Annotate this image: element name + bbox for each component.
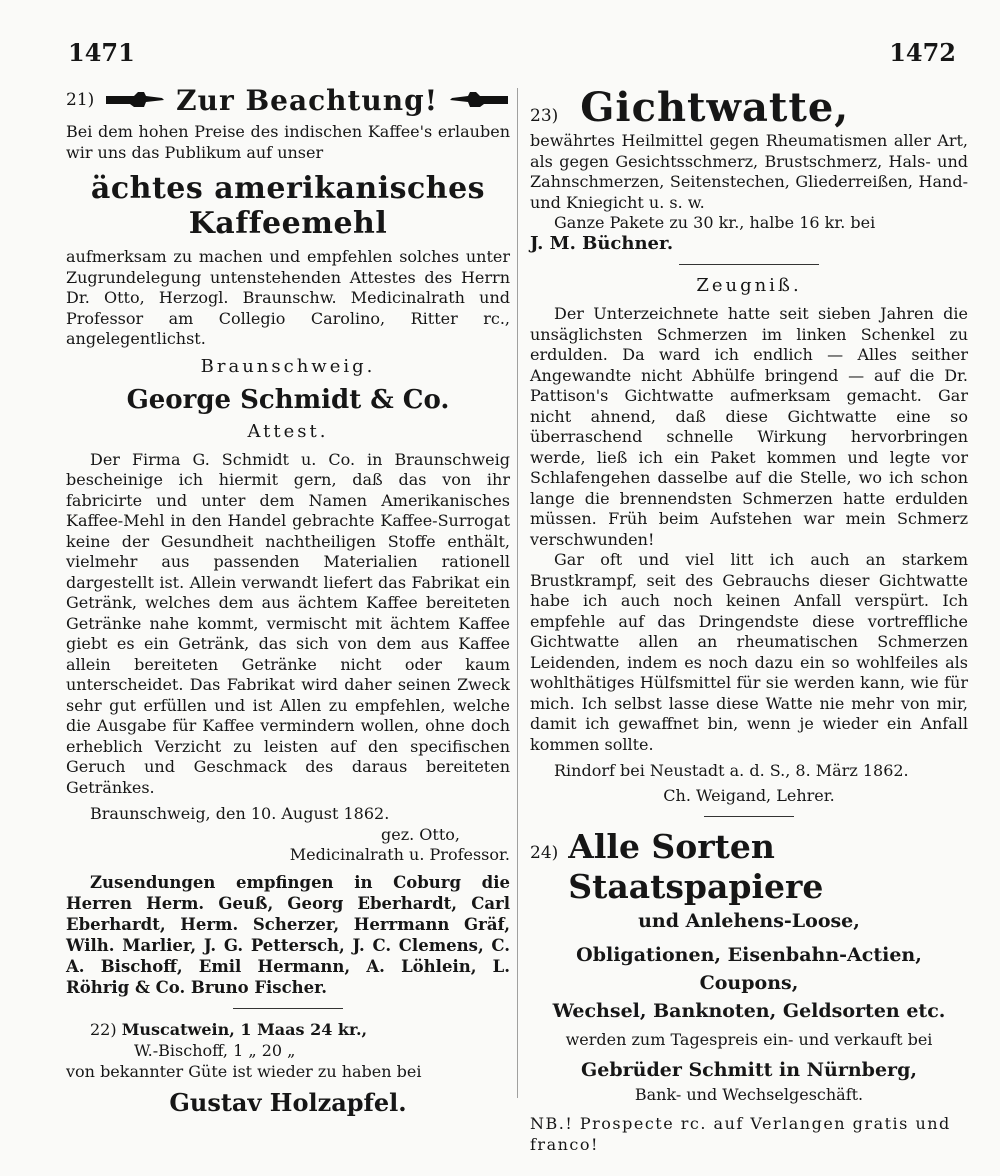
ad-23-signature: Ch. Weigand, Lehrer. xyxy=(663,785,835,805)
right-column xyxy=(530,78,968,1155)
ad-24-note: NB.! Prospecte rc. auf Verlangen gratis und franco! xyxy=(530,1114,951,1154)
ad-21-product: ächtes amerikanisches Kaffeemehl xyxy=(90,171,486,241)
ad-24-firm: Gebrüder Schmitt in Nürnberg, xyxy=(581,1059,917,1081)
ad-24-subtitle: und Anlehens-Loose, xyxy=(638,910,860,932)
ad-21-firm: George Schmidt & Co. xyxy=(126,384,450,415)
ad-24-header xyxy=(530,827,968,907)
ad-24-firm-type: Bank- und Wechselgeschäft. xyxy=(634,1085,864,1104)
ad-23-seller: J. M. Büchner. xyxy=(530,232,674,254)
ad-23-title: Gichtwatte, xyxy=(580,84,850,131)
ad-23-date: Rindorf bei Neustadt a. d. S., 8. März 1862. xyxy=(554,761,909,780)
ad-24-number: 24) xyxy=(530,843,559,863)
separator-rule xyxy=(679,264,819,265)
ad-22-line1 xyxy=(66,1019,510,1040)
pointing-hand-right-icon xyxy=(104,91,166,109)
ad-21-attest-text: Der Firma G. Schmidt u. Co. in Braunschweig bescheinige ich hiermit gern, daß das von ihr fabricirte und unter dem Namen Amerikanisches Kaffee-Mehl in den Handel gebrachte Kaffee-Surrogat keine der Gesundheit nachtheiligen Stoffe enthält, vielmehr aus passenden Materialien rationell dargestellt ist. Allein verwandt liefert das Fabrikat ein Getränk, welches dem aus ächtem Kaffee bereiteten Getränke nahe kommt, vermischt mit ächtem Kaffee giebt es ein Getränk, das sich von dem aus Kaffee allein bereiteten Getränke nicht oder kaum unterscheidet. Das Fabrikat wird daher seinen Zweck sehr gut erfüllen und ist Allen zu empfehlen, welche die Ausgabe für Kaffee vermindern wollen, ohne doch erheblich Verzicht zu leisten auf den specifischen Geruch und Geschmack des daraus bereiteten Getränkes. xyxy=(66,449,510,797)
separator-rule xyxy=(704,816,794,817)
pointing-hand-left-icon xyxy=(448,91,510,109)
ad-21-number: 21) xyxy=(66,90,95,110)
ad-21-city: Braunschweig. xyxy=(200,355,376,377)
column-divider xyxy=(517,88,518,1098)
ad-21-intro: Bei dem hohen Preise des indischen Kaffee's erlauben wir uns das Publikum auf unser xyxy=(66,122,510,162)
ad-23-text: bewährtes Heilmittel gegen Rheumatismen aller Art, als gegen Gesichtsschmerz, Brustschmerz, Hals- und Zahnschmerzen, Seitenstechen, Gliederreißen, Hand- und Kniegicht u. s. w. xyxy=(530,131,968,212)
page-number-left: 1471 xyxy=(68,38,135,67)
ad-22-seller: Gustav Holzapfel. xyxy=(169,1087,407,1117)
ad-22-line2: W.-Bischoff, 1 „ 20 „ xyxy=(134,1040,296,1060)
ad-24-title: Alle Sorten Staatspapiere xyxy=(568,827,824,906)
ad-21-date: Braunschweig, den 10. August 1862. xyxy=(90,804,390,823)
ad-21-header xyxy=(66,78,510,122)
ad-23-zeugnis-part1: Der Unterzeichnete hatte seit sieben Jahren die unsäglichsten Schmerzen im linken Schenkel zu erdulden. Da ward ich endlich — Alles seither Angewandte nicht Abhülfe bringend — auf die Dr. Pattison's Gichtwatte aufmerksam gemacht. Gar nicht ahnend, daß diese Gichtwatte eine so überraschend schnelle Wirkung hervorbringen werde, ließ ich ein Paket kommen und legte vor Schlafengehen dasselbe auf die Stelle, wo ich schon lange die brennendsten Schmerzen hatte erdulden müssen. Früh beim Aufstehen war mein Schmerz verschwunden! xyxy=(530,304,968,549)
ad-21-title: Zur Beachtung! xyxy=(176,83,439,117)
ad-23-zeugnis-heading: Zeugniß. xyxy=(696,275,802,296)
separator-rule xyxy=(233,1008,343,1009)
ad-21-dealers: Zusendungen empfingen in Coburg die Herren Herm. Geuß, Georg Eberhardt, Carl Eberhardt, Herm. Scherzer, Herrmann Gräf, Wilh. Marlier, J. G. Pettersch, J. C. Clemens, C. A. Bischoff, Emil Hermann, A. Löhlein, L. Röhrig & Co. Bruno Fischer. xyxy=(66,872,510,997)
ad-23-header xyxy=(530,84,968,131)
ad-22-number: 22) xyxy=(90,1019,117,1039)
left-column xyxy=(66,78,510,1121)
ad-23-zeugnis-part2: Gar oft und viel litt ich auch an starkem Brustkrampf, seit des Gebrauchs dieser Gichtwatte habe ich auch noch keinen Anfall verspürt. Ich empfehle auf das Dringendste diese vortreffliche Gichtwatte allen an rheumatischen Schmerzen Leidenden, indem es noch dazu ein so wohlfeiles als wohlthätiges Hülfsmittel für sie werden kann, wie für mich. Ich selbst lasse diese Watte nie mehr von mir, damit ich gewaffnet bin, wenn je wieder ein Anfall kommen sollte. xyxy=(530,550,968,754)
page-number-right: 1472 xyxy=(889,38,956,67)
ad-21-text: aufmerksam zu machen und empfehlen solches unter Zugrundelegung untenstehenden Attestes des Herrn Dr. Otto, Herzogl. Braunschw. Medicinalrath und Professor am Collegio Carolino, Ritter rc., angelegentlichst. xyxy=(66,247,510,348)
ad-21-signature-title: Medicinalrath u. Professor. xyxy=(289,845,510,864)
ad-23-price: Ganze Pakete zu 30 kr., halbe 16 kr. bei xyxy=(554,213,876,232)
ad-21-signature-name: gez. Otto, xyxy=(380,824,460,844)
ad-21-attest-heading: Attest. xyxy=(247,420,329,442)
ad-22-line3: von bekannter Güte ist wieder zu haben bei xyxy=(66,1061,422,1081)
ad-22-muscatwein: Muscatwein, 1 Maas 24 kr., xyxy=(121,1019,368,1039)
ad-23-number: 23) xyxy=(530,106,559,126)
ad-24-securities: Obligationen, Eisenbahn-Actien, Coupons, xyxy=(576,944,922,994)
ad-24-offer: werden zum Tagespreis ein- und verkauft bei xyxy=(565,1030,933,1049)
ad-24-currencies: Wechsel, Banknoten, Geldsorten etc. xyxy=(552,1000,946,1022)
